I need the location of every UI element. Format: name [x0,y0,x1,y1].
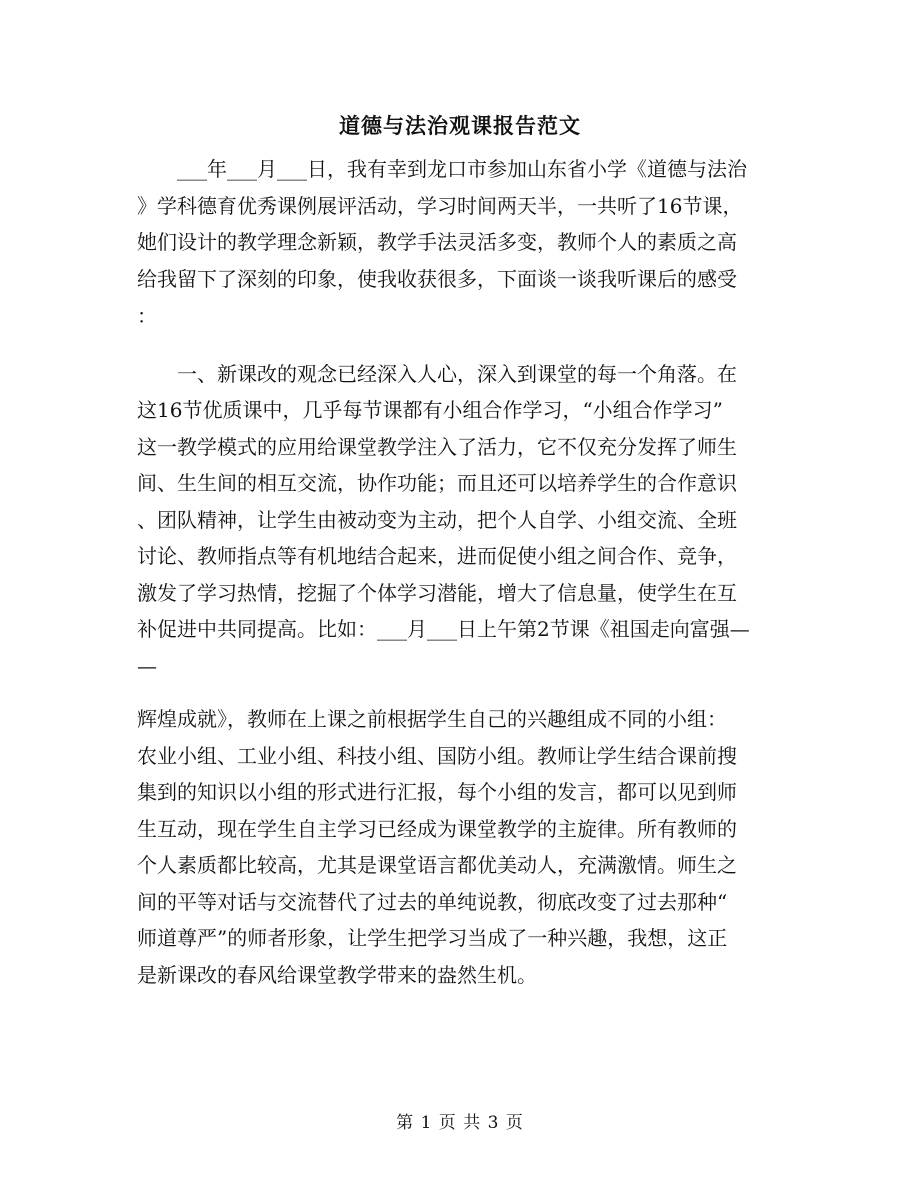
text-line: 生互动，现在学生自主学习已经成为课堂教学的主旋律。所有教师的 [137,817,737,841]
text-line: — [137,654,157,678]
text-line: 师道尊严”的师者形象，让学生把学习当成了一种兴趣，我想，这正 [137,926,728,950]
text-line: 这16节优质课中，几乎每节课都有小组合作学习，“小组合作学习” [137,398,723,422]
document-title: 道德与法治观课报告范文 [339,113,581,138]
text-line: 这一教学模式的应用给课堂教学注入了活力，它不仅充分发挥了师生 [137,435,737,459]
text-line: 集到的知识以小组的形式进行汇报，每个小组的发言，都可以见到师 [137,780,737,804]
text-line: 是新课改的春风给课堂教学带来的盎然生机。 [137,963,537,987]
text-line: ： [137,304,157,328]
text-line: ___年___月___日，我有幸到龙口市参加山东省小学《道德与法治 [137,157,747,181]
text-line: 》学科德育优秀课例展评活动，学习时间两天半，一共听了16节课， [137,194,743,218]
text-line: 一、新课改的观念已经深入人心，深入到课堂的每一个角落。在 [137,362,737,386]
text-line: 讨论、教师指点等有机地结合起来，进而促使小组之间合作、竞争， [137,544,737,568]
text-line: 给我留下了深刻的印象，使我收获很多，下面谈一谈我听课后的感受 [137,267,737,291]
text-line: 间、生生间的相互交流，协作功能；而且还可以培养学生的合作意识 [137,471,737,495]
text-line: 激发了学习热情，挖掘了个体学习潜能，增大了信息量，使学生在互 [137,581,737,605]
page-number: 第 1 页 共 3 页 [396,1113,524,1133]
text-line: 、团队精神，让学生由被动变为主动，把个人自学、小组交流、全班 [137,508,737,532]
text-line: 辉煌成就》，教师在上课之前根据学生自己的兴趣组成不同的小组： [137,707,727,731]
text-line: 农业小组、工业小组、科技小组、国防小组。教师让学生结合课前搜 [137,744,737,768]
text-line: 补促进中共同提高。比如：___月___日上午第2节课《祖国走向富强— [137,617,750,641]
text-line: 她们设计的教学理念新颖，教学手法灵活多变，教师个人的素质之高 [137,230,737,254]
text-line: 个人素质都比较高，尤其是课堂语言都优美动人，充满激情。师生之 [137,853,737,877]
text-line: 间的平等对话与交流替代了过去的单纯说教，彻底改变了过去那种“ [137,890,728,914]
